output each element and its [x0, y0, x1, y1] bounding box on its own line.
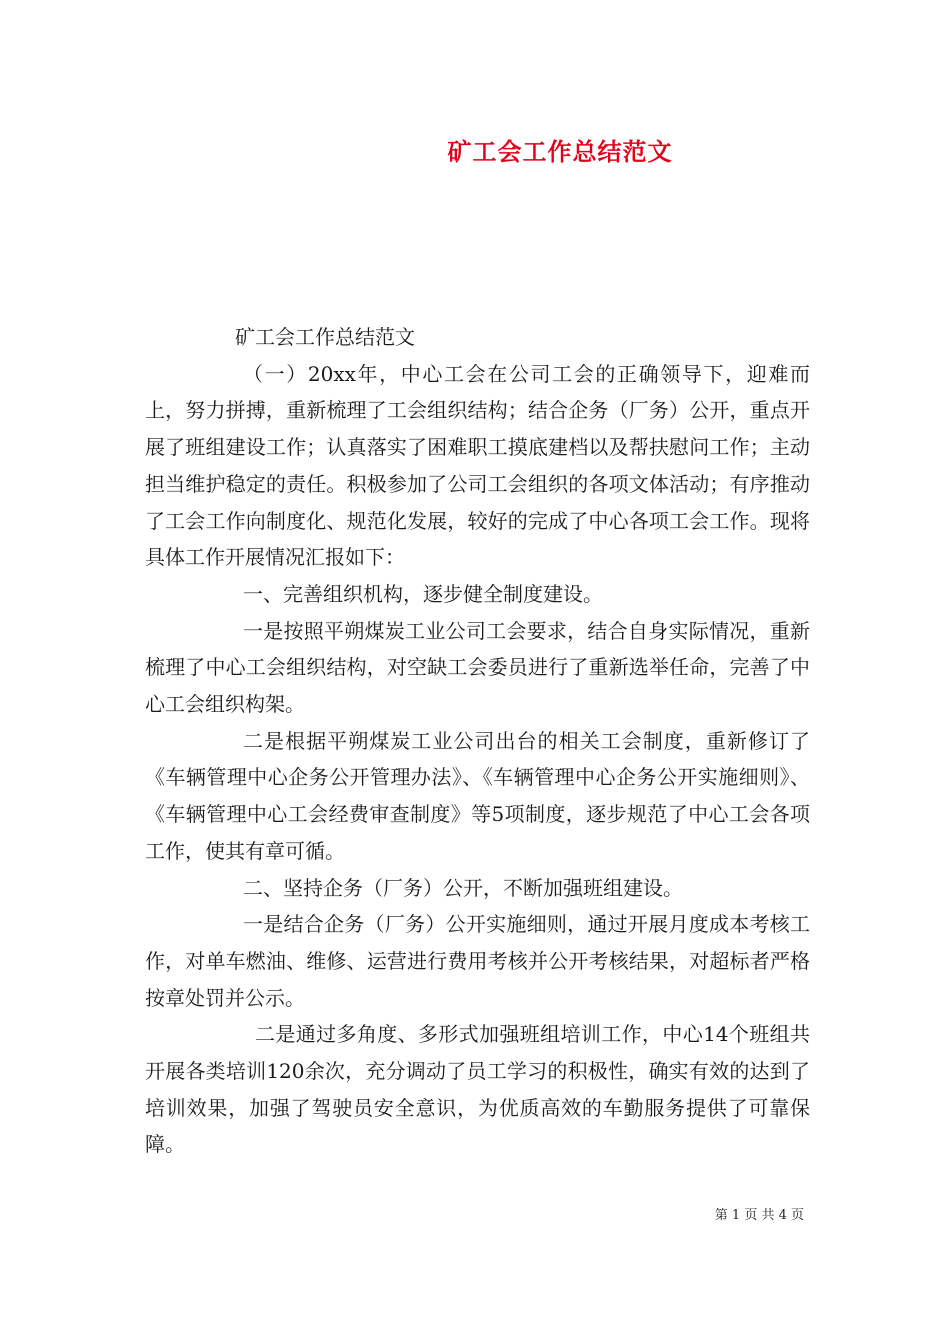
- section-heading-2: 二、坚持企务（厂务）公开，不断加强班组建设。: [243, 875, 683, 900]
- paragraph-2-1: 一是结合企务（厂务）公开实施细则，通过开展月度成本考核工作，对单车燃油、维修、运营进行费用考核并公开考核结果，对超标者严格按章处罚并公示。: [145, 912, 810, 1010]
- paragraph-intro: （一）20xx年，中心工会在公司工会的正确领导下，迎难而上，努力拼搏，重新梳理了工会组织结构；结合企务（厂务）公开，重点开展了班组建设工作；认真落实了困难职工摸底建档以及帮扶慰问工作；主动担当维护稳定的责任。积极参加了公司工会组织的各项文体活动；有序推动了工会工作向制度化、规范化发展，较好的完成了中心各项工会工作。现将具体工作开展情况汇报如下：: [145, 361, 810, 570]
- document-subtitle: 矿工会工作总结范文: [235, 325, 415, 349]
- page-title: 矿工会工作总结范文: [447, 137, 673, 166]
- paragraph-2-2: 二是通过多角度、多形式加强班组培训工作，中心14个班组共开展各类培训120余次，充分调动了员工学习的积极性，确实有效的达到了培训效果，加强了驾驶员安全意识，为优质高效的车勤服务提供了可靠保障。: [145, 1022, 810, 1157]
- paragraph-1-1: 一是按照平朔煤炭工业公司工会要求，结合自身实际情况，重新梳理了中心工会组织结构，对空缺工会委员进行了重新选举任命，完善了中心工会组织构架。: [145, 618, 810, 717]
- section-heading-1: 一、完善组织机构，逐步健全制度建设。: [243, 581, 603, 606]
- paragraph-1-2: 二是根据平朔煤炭工业公司出台的相关工会制度，重新修订了《车辆管理中心企务公开管理办法》、《车辆管理中心企务公开实施细则》、《车辆管理中心工会经费审查制度》等5项制度，逐步规范了中心工会各项工作，使其有章可循。: [145, 728, 810, 863]
- page-number: 第 1 页 共 4 页: [714, 1208, 804, 1223]
- document-body: [145, 319, 810, 1163]
